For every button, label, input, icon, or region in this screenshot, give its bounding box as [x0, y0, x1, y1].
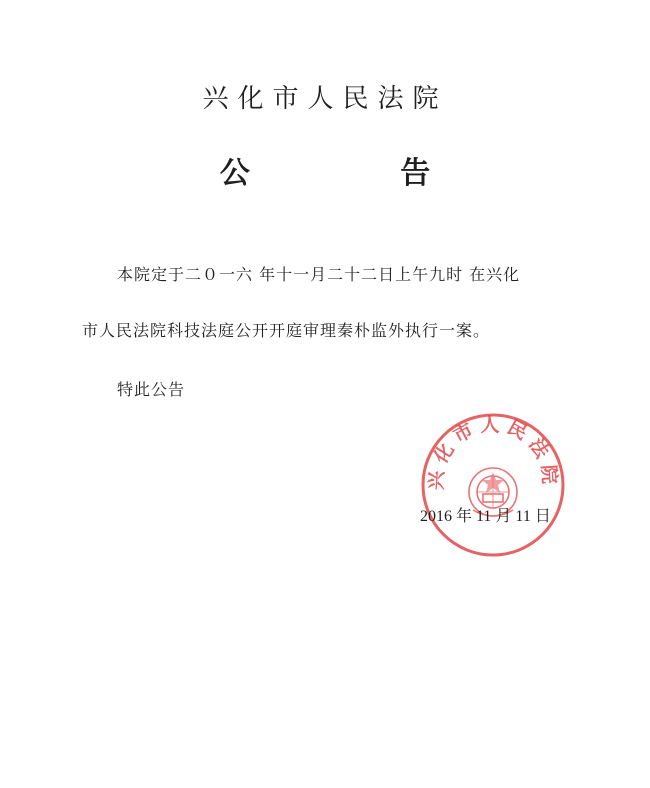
notice-body-line-1: 本院定于二０一六 年十一月二十二日上午九时 在兴化 — [117, 265, 521, 284]
seal-ring-text: 兴化市人民法院 — [425, 413, 561, 491]
notice-body-line-2: 市人民法院科技法庭公开开庭审理秦朴监外执行一案。 — [82, 321, 491, 340]
court-name: 兴化市人民法院 — [202, 84, 448, 114]
notice-title: 公 告 — [219, 156, 501, 191]
notice-closing: 特此公告 — [117, 380, 186, 399]
notice-date: 2016 年 11 月 11 日 — [420, 508, 551, 525]
court-seal-stamp — [418, 410, 568, 560]
